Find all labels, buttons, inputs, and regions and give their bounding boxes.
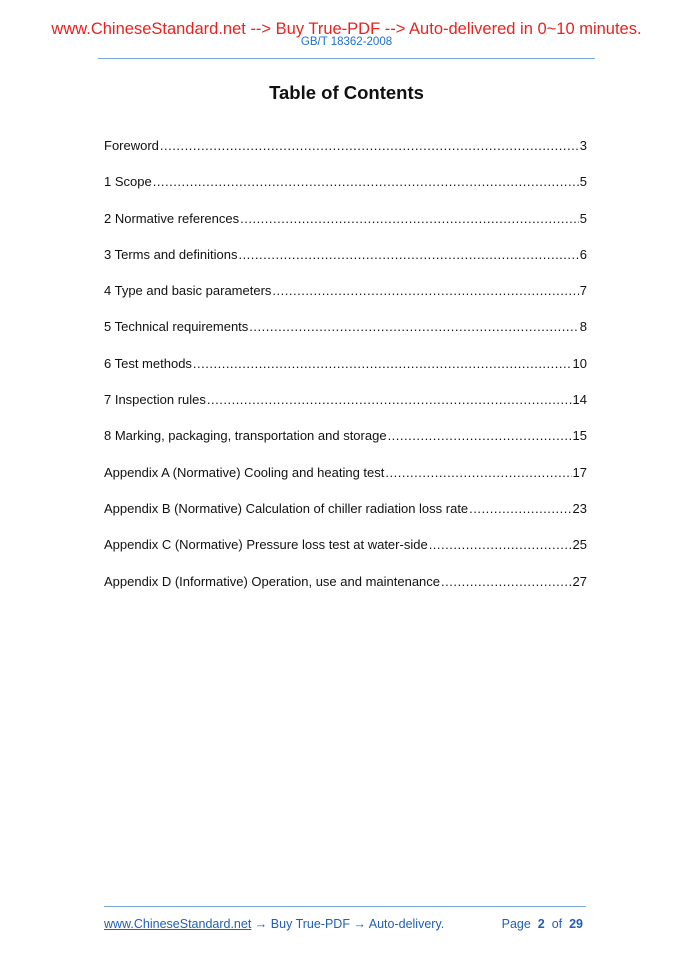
arrow-right-icon: → xyxy=(353,917,366,931)
page-indicator xyxy=(502,916,583,932)
toc-entry-label: Appendix C (Normative) Pressure loss test at water-side xyxy=(104,537,428,553)
toc-entry-label: 5 Technical requirements xyxy=(104,319,249,335)
toc-entry[interactable] xyxy=(104,173,587,209)
toc-entry-label: 4 Type and basic parameters xyxy=(104,283,272,299)
toc-entry-page-number: 3 xyxy=(579,138,587,153)
toc-entry-label: 2 Normative references xyxy=(104,210,240,226)
toc-entry-label: 8 Marking, packaging, transportation and storage xyxy=(104,428,387,444)
footer-delivery-text: Auto-delivery. xyxy=(368,917,445,931)
toc-dot-leader xyxy=(249,318,578,336)
toc-dot-leader xyxy=(240,210,579,228)
toc-entry-label: Appendix A (Normative) Cooling and heating test xyxy=(104,464,385,480)
table-of-contents xyxy=(104,137,587,609)
toc-entry[interactable] xyxy=(104,427,587,463)
toc-entry-page-number: 5 xyxy=(579,210,587,226)
toc-entry-label: 1 Scope xyxy=(104,174,152,190)
page-word: Page xyxy=(501,917,531,931)
toc-entry[interactable] xyxy=(104,137,587,173)
toc-entry[interactable] xyxy=(104,355,587,391)
footer-promo xyxy=(104,916,444,932)
page-title: Table of Contents xyxy=(269,82,424,103)
toc-dot-leader xyxy=(441,573,572,591)
toc-entry-page-number: 7 xyxy=(579,283,587,299)
toc-entry-page-number: 6 xyxy=(579,246,587,262)
standard-code: GB/T 18362-2008 xyxy=(300,36,393,48)
toc-entry-label: 6 Test methods xyxy=(104,355,192,371)
toc-entry[interactable] xyxy=(104,246,587,282)
toc-entry[interactable] xyxy=(104,282,587,318)
header-divider xyxy=(98,58,595,59)
footer-divider xyxy=(104,906,586,907)
toc-entry-label: 3 Terms and definitions xyxy=(104,246,238,262)
toc-entry[interactable] xyxy=(104,573,587,609)
toc-entry-label: Foreword xyxy=(104,138,159,153)
toc-dot-leader xyxy=(238,246,578,264)
toc-entry[interactable] xyxy=(104,500,587,536)
page-of: of xyxy=(551,917,563,931)
toc-entry[interactable] xyxy=(104,391,587,427)
toc-entry-label: 7 Inspection rules xyxy=(104,392,206,408)
toc-entry-page-number: 8 xyxy=(579,319,587,335)
toc-dot-leader xyxy=(160,137,579,155)
toc-entry-page-number: 14 xyxy=(572,392,587,408)
toc-dot-leader xyxy=(193,355,572,373)
toc-entry-label: Appendix D (Informative) Operation, use and maintenance xyxy=(104,573,441,589)
toc-dot-leader xyxy=(385,464,571,482)
toc-entry-page-number: 10 xyxy=(572,355,587,371)
toc-entry-page-number: 5 xyxy=(579,174,587,190)
toc-entry-page-number: 15 xyxy=(572,428,587,444)
toc-entry-page-number: 17 xyxy=(572,464,587,480)
toc-entry-page-number: 25 xyxy=(572,537,587,553)
toc-entry[interactable] xyxy=(104,210,587,246)
top-banner-link[interactable]: www.ChineseStandard.net --> Buy True-PDF --> Auto-delivered in 0~10 minutes. xyxy=(51,20,642,38)
toc-entry[interactable] xyxy=(104,464,587,500)
toc-dot-leader xyxy=(207,391,572,409)
toc-dot-leader xyxy=(388,427,572,445)
page-total: 29 xyxy=(569,917,583,931)
arrow-right-icon: → xyxy=(254,917,268,931)
toc-entry[interactable] xyxy=(104,536,587,572)
toc-entry-label: Appendix B (Normative) Calculation of chiller radiation loss rate xyxy=(104,500,469,516)
toc-dot-leader xyxy=(469,500,571,518)
toc-entry-page-number: 27 xyxy=(572,573,587,589)
footer-site-link[interactable]: www.ChineseStandard.net xyxy=(104,917,252,931)
toc-entry[interactable] xyxy=(104,318,587,354)
page-current: 2 xyxy=(537,917,545,931)
toc-entry-page-number: 23 xyxy=(572,500,587,516)
toc-dot-leader xyxy=(429,536,572,554)
footer-buy-text: Buy True-PDF xyxy=(270,917,350,931)
toc-dot-leader xyxy=(272,282,578,300)
toc-dot-leader xyxy=(153,173,579,191)
